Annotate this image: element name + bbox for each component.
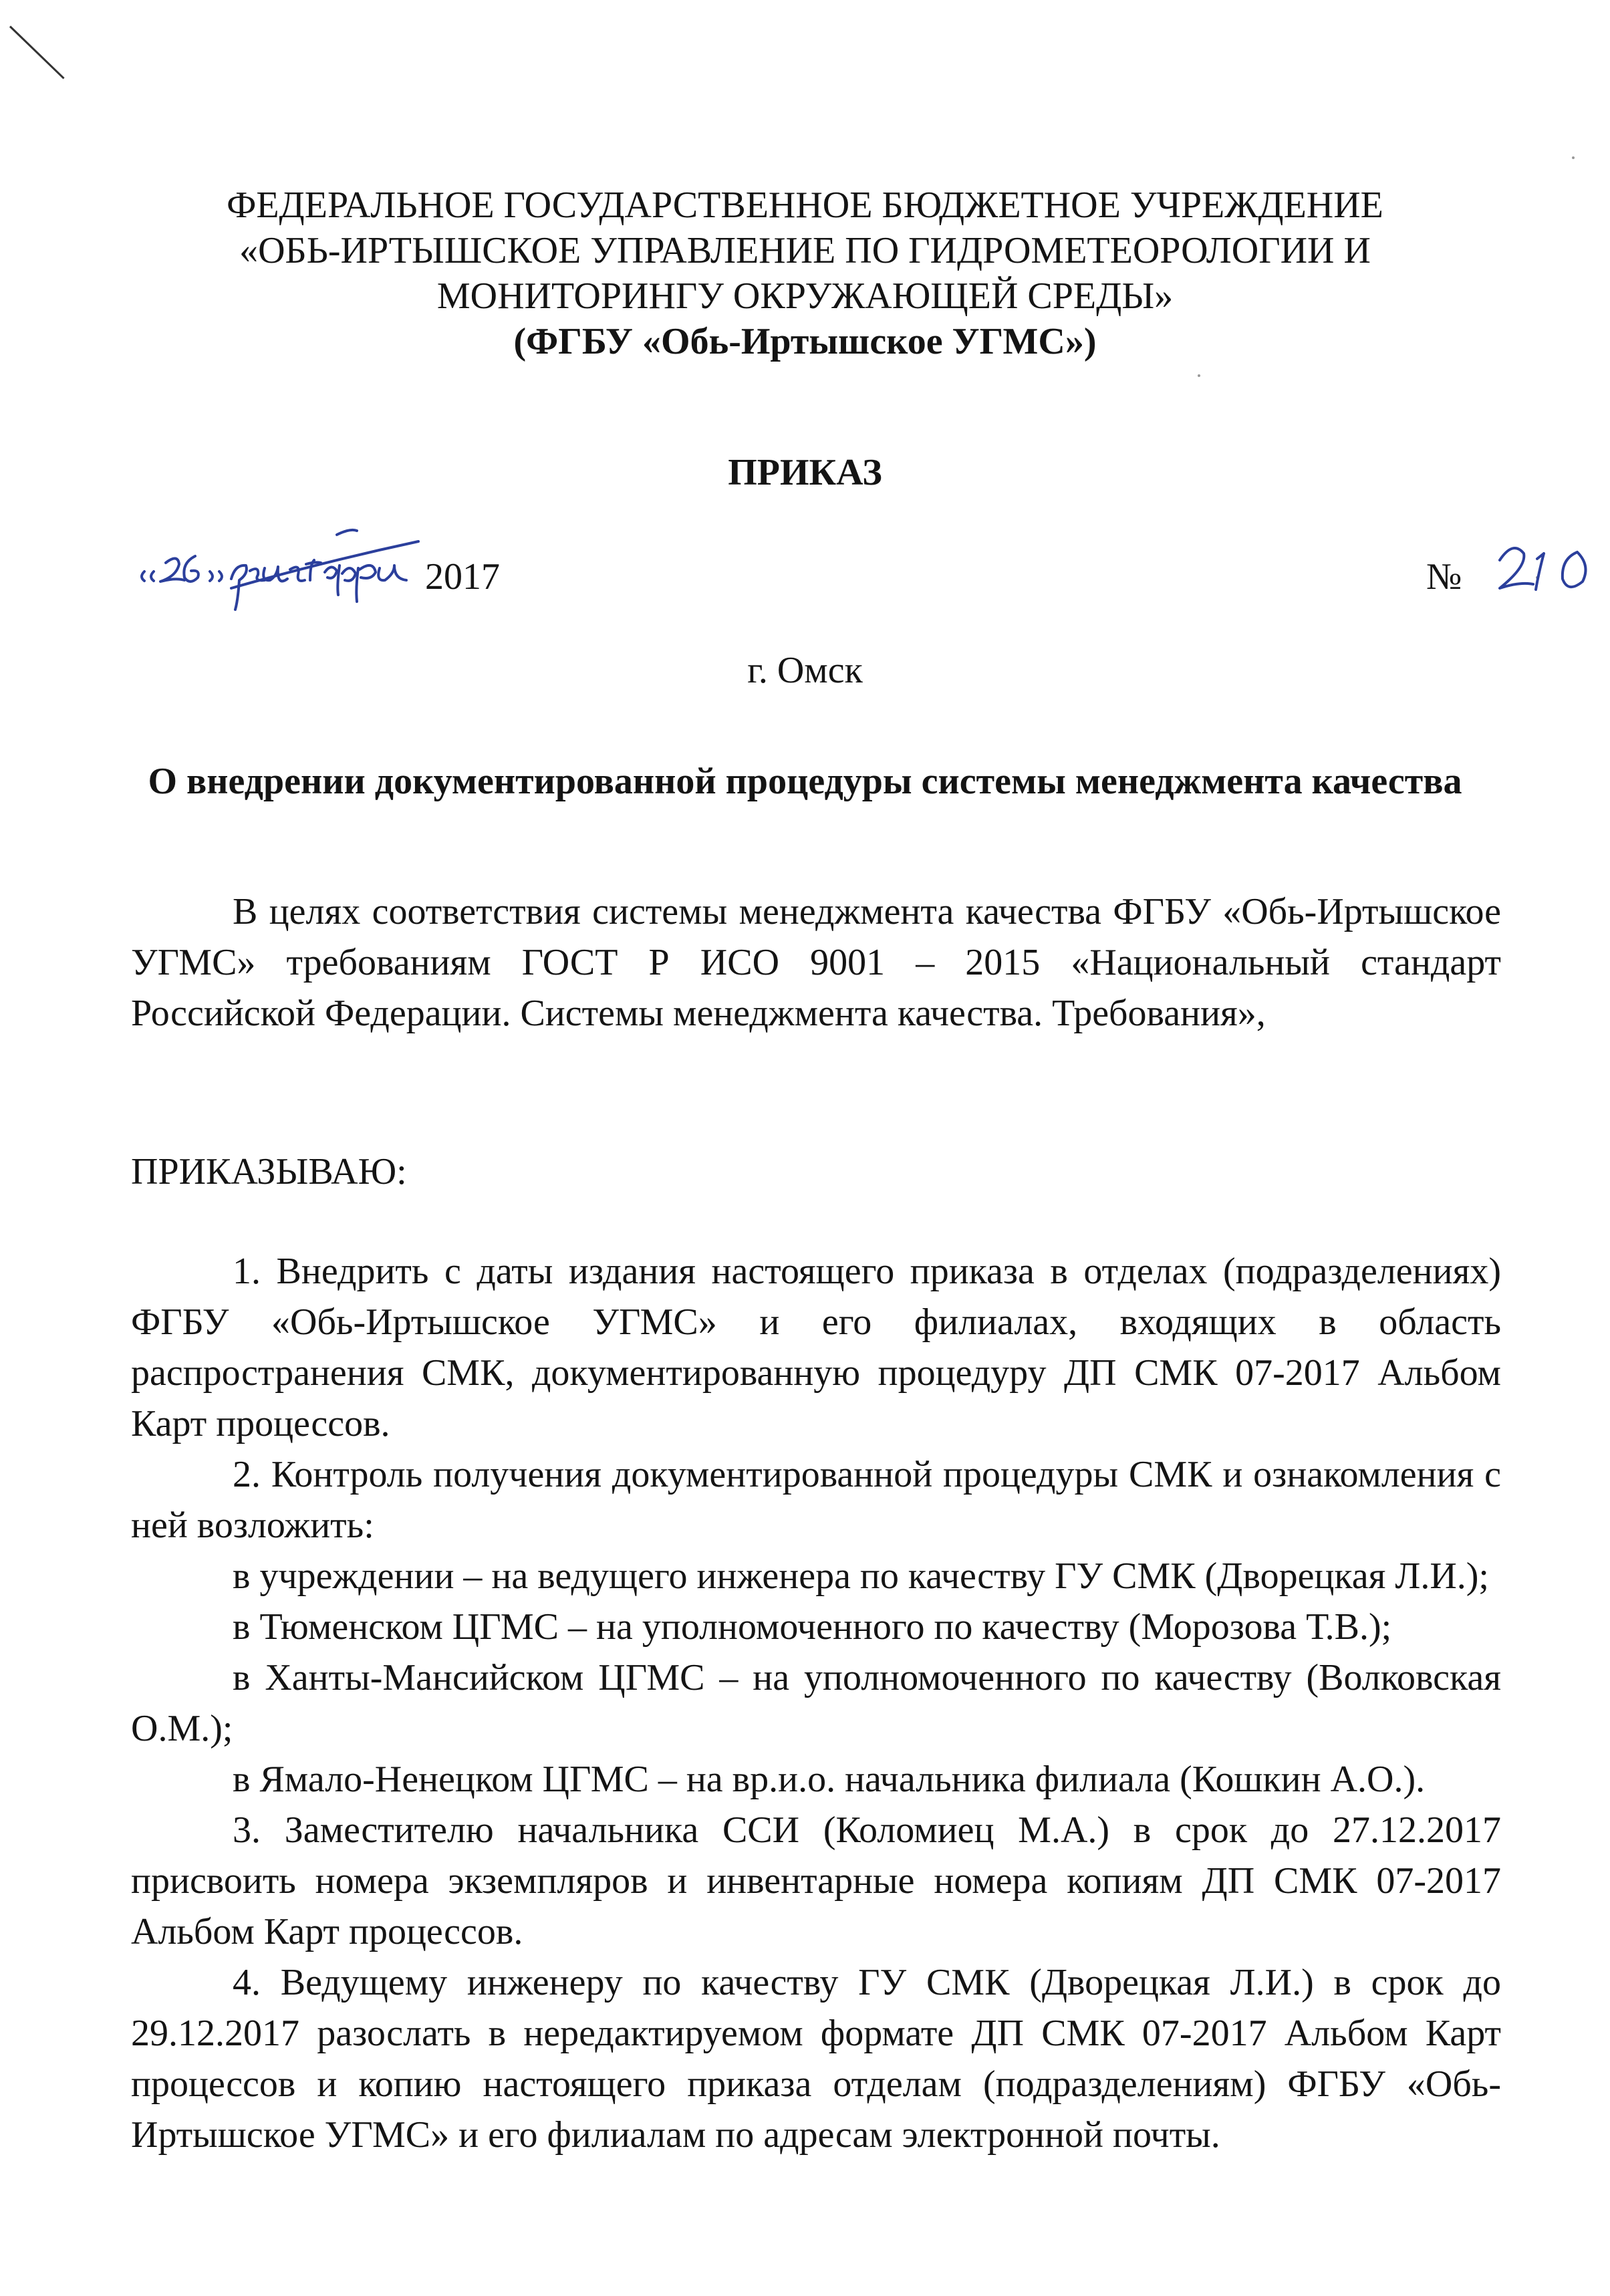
org-name-line-2: «ОБЬ-ИРТЫШСКОЕ УПРАВЛЕНИЕ ПО ГИДРОМЕТЕОРОЛОГИИ И [239,230,1371,271]
order-directive-heading: ПРИКАЗЫВАЮ: [131,1151,407,1192]
order-item-2-sub-2: в Тюменском ЦГМС – на уполномоченного по качеству (Морозова Т.В.); [233,1606,1392,1648]
order-item-1: 1. Внедрить с даты издания настоящего приказа в отделах (подразделениях) ФГБУ «Обь-Иртышское УГМС» и его филиалах, входящих в область распространения СМК, документированную процедуру ДП СМК 07-2017 Альбом Карт процессов. [131,1251,1501,1444]
order-item-2-sub-1: в учреждении – на ведущего инженера по качеству ГУ СМК (Дворецкая Л.И.); [233,1555,1489,1597]
order-item-2-sub-4: в Ямало-Ненецком ЦГМС – на вр.и.о. начальника филиала (Кошкин А.О.). [233,1759,1426,1800]
order-item-2-sub-3: в Ханты-Мансийском ЦГМС – на уполномоченного по качеству (Волковская О.М.); [131,1657,1501,1749]
document-title: ПРИКАЗ [728,452,882,493]
handwritten-number [1488,531,1610,604]
order-item-2: 2. Контроль получения документированной процедуры СМК и ознакомления с ней возложить: [131,1454,1501,1546]
handwritten-date [131,521,432,628]
org-name-line-3: МОНИТОРИНГУ ОКРУЖАЮЩЕЙ СРЕДЫ» [436,275,1174,317]
preamble-paragraph [131,886,1501,1039]
date-year: 2017 [425,556,500,598]
date-number-row [131,521,1521,628]
org-short-name: (ФГБУ «Обь-Иртышское УГМС») [513,321,1097,362]
scan-speck [1198,374,1200,377]
number-sign: № [1426,556,1462,598]
org-name-line-1: ФЕДЕРАЛЬНОЕ ГОСУДАРСТВЕННОЕ БЮДЖЕТНОЕ УЧРЕЖДЕНИЕ [227,184,1383,226]
preamble-text: В целях соответствия системы менеджмента качества ФГБУ «Обь-Иртышское УГМС» требованиям ГОСТ Р ИСО 9001 – 2015 «Национальный стандарт Российской Федерации. Системы менеджмента качества. Требования», [131,891,1501,1034]
order-items [131,1246,1501,2160]
order-item-3: 3. Заместителю начальника ССИ (Коломиец М.А.) в срок до 27.12.2017 присвоить номера экземпляров и инвентарные номера копиям ДП СМК 07-2017 Альбом Карт процессов. [131,1809,1501,1952]
order-subject: О внедрении документированной процедуры системы менеджмента качества [148,761,1462,802]
order-item-4: 4. Ведущему инженеру по качеству ГУ СМК (Дворецкая Л.И.) в срок до 29.12.2017 разослать в нередактируемом формате ДП СМК 07-2017 Альбом Карт процессов и копию настоящего приказа отделам (подразделениям) ФГБУ «Обь-Иртышское УГМС» и его филиалам по адресам электронной почты. [131,1962,1501,2156]
city-line: г. Омск [747,650,863,691]
scan-mark-line [9,25,65,79]
scan-speck [1572,156,1575,159]
